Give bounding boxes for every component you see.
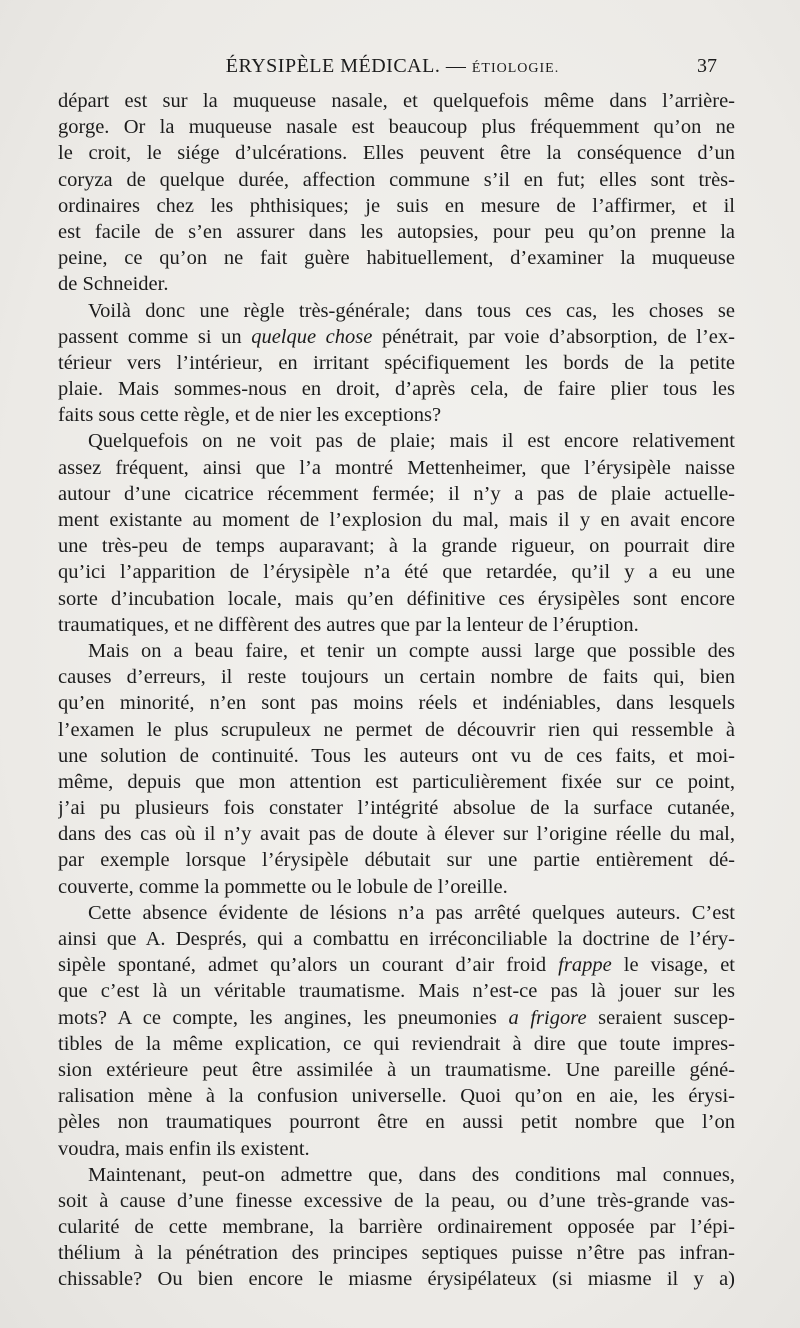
text-line: Quelquefois on ne voit pas de plaie; mais il est encore relativement	[88, 430, 735, 453]
text-line	[58, 952, 735, 978]
text-line: thélium à la pénétration des principes septiques puisse n’être pas infran-	[58, 1242, 735, 1265]
text-line: ordinaires chez les phthisiques; je suis en mesure de l’affirmer, et il	[58, 194, 735, 217]
text-line: j’ai pu plusieurs fois constater l’intégrité absolue de la surface cutanée,	[58, 797, 735, 820]
text-segment: sipèle spontané, admet qu’alors un courant d’air froid	[58, 954, 559, 977]
text-line: causes d’erreurs, il reste toujours un certain nombre de faits qui, bien	[58, 666, 735, 689]
text-line: Cette absence évidente de lésions n’a pas arrêté quelques auteurs. C’est	[88, 901, 735, 924]
text-line: Maintenant, peut-on admettre que, dans des conditions mal connues,	[88, 1163, 735, 1186]
text-line: une solution de continuité. Tous les auteurs ont vu de ces faits, et moi-	[58, 744, 735, 767]
text-line: pèles non traumatiques pourront être en aussi petit nombre que l’on	[58, 1111, 735, 1134]
text-line: ment existante au moment de l’explosion du mal, mais il y en avait encore	[58, 509, 735, 531]
text-line	[58, 324, 735, 350]
text-line: qu’ici l’apparition de l’érysipèle n’a été que retardée, qu’il y a eu une	[58, 561, 735, 584]
italic-text: frappe	[558, 954, 612, 977]
text-line: voudra, mais enfin ils existent.	[58, 1137, 310, 1160]
text-line: Mais on a beau faire, et tenir un compte aussi large que possible des	[88, 639, 735, 662]
text-line: une très-peu de temps auparavant; à la grande rigueur, on pourrait dire	[58, 535, 735, 558]
text-line: térieur vers l’intérieur, en irritant spécifiquement les bords de la petite	[58, 351, 735, 374]
text-line: soit à cause d’une finesse excessive de la peau, ou d’une très-grande vas-	[58, 1189, 735, 1212]
text-segment: passent comme si un	[58, 325, 252, 348]
text-line: le croit, le siége d’ulcérations. Elles peuvent être la conséquence d’un	[58, 142, 735, 165]
text-line: sorte d’incubation locale, mais qu’en définitive ces érysipèles sont encore	[58, 587, 735, 610]
text-segment: le visage, et	[611, 954, 735, 977]
text-line: ralisation mène à la confusion universelle. Quoi qu’on en aie, les érysi-	[58, 1085, 735, 1108]
text-line: tibles de la même explication, ce qui reviendrait à dire que toute impres-	[58, 1032, 735, 1055]
text-line: plaie. Mais sommes-nous en droit, d’après cela, de faire plier tous les	[58, 378, 735, 401]
running-title-main: ÉRYSIPÈLE MÉDICAL. —	[225, 55, 467, 77]
running-title	[60, 55, 725, 78]
text-line: Voilà donc une règle très-générale; dans tous ces cas, les choses se	[88, 299, 735, 322]
text-segment: pénétrait, par voie d’absorption, de l’ex-	[372, 325, 735, 348]
text-segment: mots? A ce compte, les angines, les pneumonies	[58, 1006, 509, 1029]
text-line: est facile de s’en assurer dans les autopsies, pour peu qu’on prenne la	[58, 220, 735, 243]
text-line: autour d’une cicatrice récemment fermée; il n’y a pas de plaie actuelle-	[58, 482, 735, 505]
text-line: assez fréquent, ainsi que l’a montré Mettenheimer, que l’érysipèle naisse	[58, 456, 735, 479]
text-line: que c’est là un véritable traumatisme. Mais n’est-ce pas là jouer sur les	[58, 980, 735, 1003]
body-text	[58, 88, 735, 1293]
text-line: sion extérieure peut être assimilée à un traumatisme. Une pareille géné-	[58, 1058, 735, 1081]
page-number: 37	[697, 55, 717, 77]
text-line: dans des cas où il n’y avait pas de doute à élever sur l’origine réelle du mal,	[58, 823, 735, 846]
text-line: peine, ce qu’on ne fait guère habituellement, d’examiner la muqueuse	[58, 247, 735, 270]
text-line: cularité de cette membrane, la barrière ordinairement opposée par l’épi-	[58, 1216, 735, 1239]
italic-text: a frigore	[508, 1006, 587, 1029]
text-line: chissable? Ou bien encore le miasme érysipélateux (si miasme il y a)	[58, 1268, 735, 1291]
text-line: gorge. Or la muqueuse nasale est beaucoup plus fréquemment qu’on ne	[58, 116, 735, 139]
text-line: départ est sur la muqueuse nasale, et quelquefois même dans l’arrière-	[58, 90, 735, 112]
text-line: qu’en minorité, n’en sont pas moins réels et indéniables, dans lesquels	[58, 692, 735, 715]
text-line: même, depuis que mon attention est particulièrement fixée sur ce point,	[58, 770, 735, 793]
text-line: faits sous cette règle, et de nier les exceptions?	[58, 404, 442, 427]
text-line: de Schneider.	[58, 273, 169, 296]
text-line: ainsi que A. Després, qui a combattu en irréconciliable la doctrine de l’éry-	[58, 928, 735, 950]
text-line: coryza de quelque durée, affection commune s’il en fut; elles sont très-	[58, 168, 735, 191]
text-line: l’examen le plus scrupuleux ne permet de découvrir rien qui ressemble à	[58, 718, 735, 741]
running-title-sub: ÉTIOLOGIE.	[471, 61, 560, 76]
running-head	[60, 55, 725, 81]
text-line	[58, 1005, 735, 1031]
italic-text: quelque chose	[251, 325, 373, 348]
text-segment: seraient suscep-	[586, 1006, 735, 1029]
text-line: par exemple lorsque l’érysipèle débutait sur une partie entièrement dé-	[58, 849, 735, 872]
text-line: couverte, comme la pommette ou le lobule de l’oreille.	[58, 875, 508, 898]
text-line: traumatiques, et ne diffèrent des autres que par la lenteur de l’éruption.	[58, 613, 639, 636]
